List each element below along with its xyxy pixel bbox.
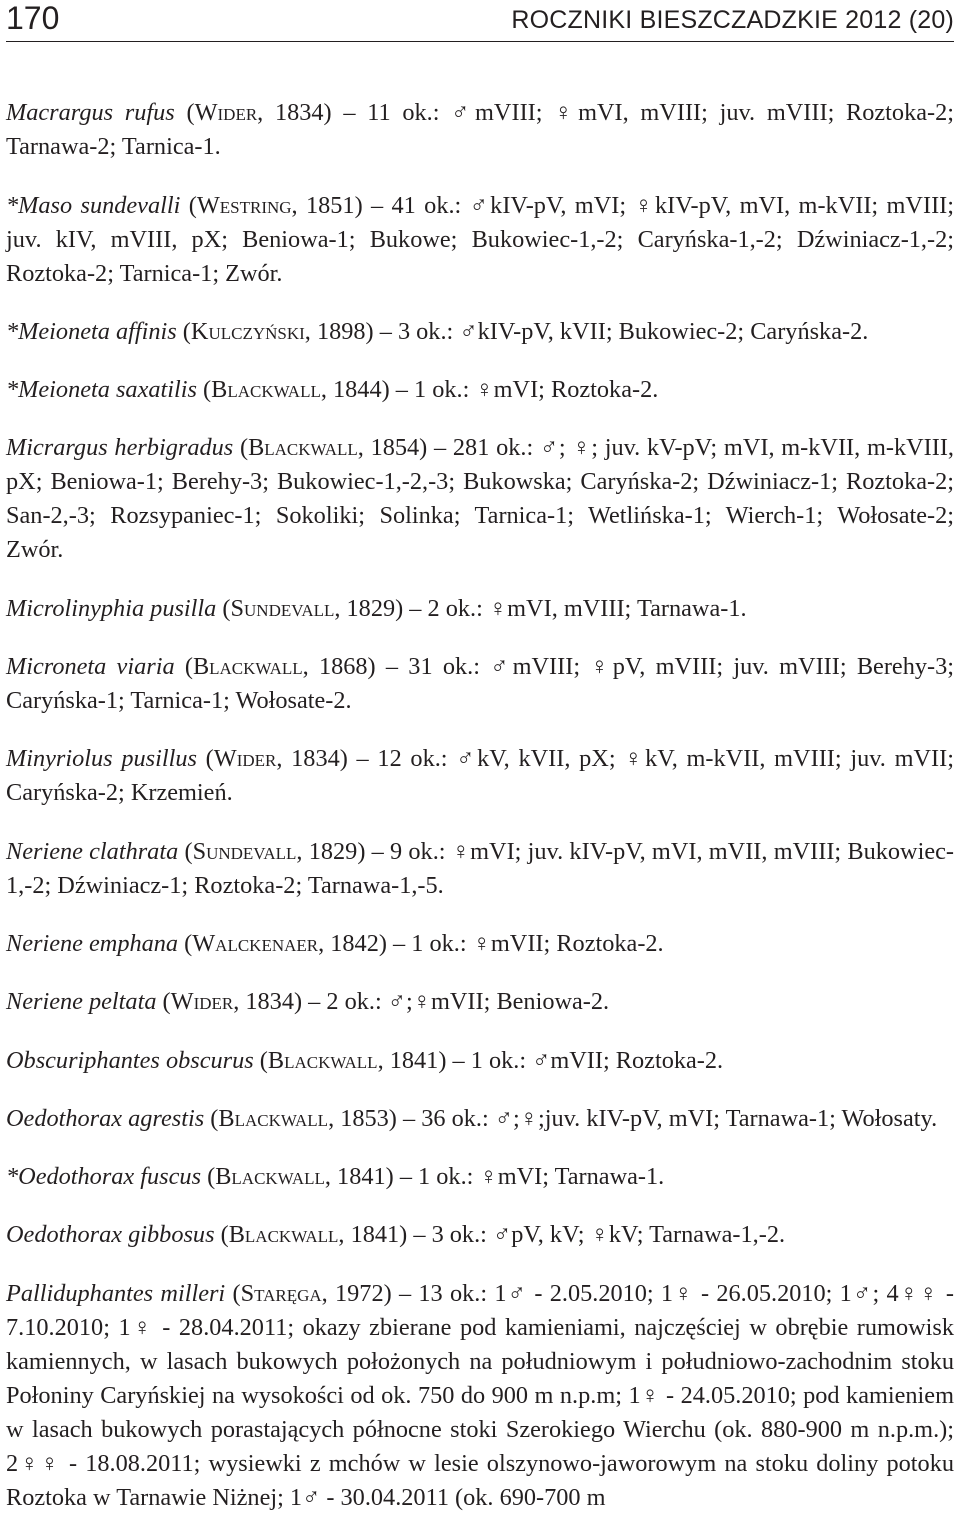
species-name: Minyriolus pusillus (6, 745, 197, 773)
species-year: , 1829) (334, 594, 404, 622)
species-name: Neriene peltata (6, 988, 157, 1016)
species-entry: Micrargus herbigradus (Blackwall, 1854) – 281 ok.: ♂; ♀; juv. kV-pV; mVI, m-kVII, m-kVIII, pX; Beniowa-1; Berehy-3; Bukowiec-1,-2,-3; Bukowska; Caryńska-2; Dźwiniacz-1; Roztoka-2; San-2,-3; Rozsypaniec-1; Sokoliki; Solinka; Tarnica-1; Wetlińska-1; Wierch-1; Wołosate-2; Zwór. (6, 434, 954, 564)
species-name: Obscuriphantes obscurus (6, 1046, 254, 1074)
species-year: , 1851) (291, 191, 363, 219)
species-entry: Neriene peltata (Wider, 1834) – 2 ok.: ♂;♀mVII; Beniowa-2. (6, 988, 610, 1016)
species-records: – 31 ok.: ♂mVIII; ♀pV, mVIII; juv. mVIII; Berehy-3; Caryńska-1; Tarnica-1; Wołosate-2. (6, 653, 954, 715)
species-records: – 41 ok.: ♂kIV-pV, mVI; ♀kIV-pV, mVI, m-kVII; mVIII; juv. kIV, mVIII, pX; Beniowa-1; Bukowe; Bukowiec-1,-2; Caryńska-1,-2; Dźwiniacz-1,-2; Roztoka-2; Tarnica-1; Zwór. (6, 191, 954, 287)
species-entry: *Maso sundevalli (Westring, 1851) – 41 ok.: ♂kIV-pV, mVI; ♀kIV-pV, mVI, m-kVII; mVIII; juv. kIV, mVIII, pX; Beniowa-1; Bukowe; Bukowiec-1,-2; Caryńska-1,-2; Dźwiniacz-1,-2; Roztoka-2; Tarnica-1; Zwór. (6, 191, 954, 287)
species-records: – 1 ok.: ♀mVI; Tarnawa-1. (393, 1163, 665, 1191)
species-name: Palliduphantes milleri (6, 1279, 226, 1307)
species-author: Blackwall (192, 653, 303, 681)
species-records: – 13 ok.: 1♂ - 2.05.2010; 1♀ - 26.05.2010; 1♂; 4♀♀ - 7.10.2010; 1♀ - 28.04.2011; okazy zbierane pod kamieniami, najczęściej w obrębie rumowisk kamiennych, w lasach bukowych położonych na południowym i południowo-zachodnim stoku Połoniny Caryńskiej na wysokości od ok. 750 do 900 m n.p.m; 1♀ - 24.05.2010; pod kamieniem w lasach bukowych porastających północne stoki Szerokiego Wierchu (ok. 880-900 m n.p.m.); 2♀♀ - 18.08.2011; wysiewki z mchów w lesie olszynowo-jaworowym na stoku doliny potoku Roztoka w Tarnawie Niżnej; 1♂ - 30.04.2011 (ok. 690-700 m (6, 1279, 955, 1511)
species-name: Neriene clathrata (6, 837, 179, 865)
species-author: Blackwall (215, 1163, 325, 1191)
species-author: Blackwall (267, 1046, 378, 1074)
species-name: Oedothorax agrestis (6, 1104, 205, 1132)
species-name: Oedothorax gibbosus (6, 1221, 215, 1249)
species-entry: Neriene clathrata (Sundevall, 1829) – 9 ok.: ♀mVI; juv. kIV-pV, mVI, mVII, mVIII; Bukowiec-1,-2; Dźwiniacz-1; Roztoka-2; Tarnawa-1,-5. (6, 837, 955, 899)
species-author: Walckenaer (192, 929, 319, 957)
species-name: Microlinyphia pusilla (6, 594, 217, 622)
species-author: Westring (196, 191, 292, 219)
species-year: , 1972) (321, 1279, 392, 1307)
species-records: – 2 ok.: ♀mVI, mVIII; Tarnawa-1. (403, 594, 747, 622)
species-author: Blackwall (248, 434, 358, 462)
species-author: Blackwall (218, 1104, 329, 1132)
species-author: Staręga (240, 1279, 322, 1307)
species-year: , 1834) (276, 745, 348, 773)
species-entry: Macrargus rufus (Wider, 1834) – 11 ok.: ♂mVIII; ♀mVI, mVIII; juv. mVIII; Roztoka-2; Tarnawa-2; Tarnica-1. (6, 99, 954, 161)
species-entry: Microlinyphia pusilla (Sundevall, 1829) – 2 ok.: ♀mVI, mVIII; Tarnawa-1. (6, 594, 747, 622)
species-records: – 9 ok.: ♀mVI; juv. kIV-pV, mVI, mVII, mVIII; Bukowiec-1,-2; Dźwiniacz-1; Roztoka-2; Tarnawa-1,-5. (6, 837, 955, 899)
species-entry: Oedothorax gibbosus (Blackwall, 1841) – 3 ok.: ♂pV, kV; ♀kV; Tarnawa-1,-2. (6, 1221, 786, 1249)
species-records: – 12 ok.: ♂kV, kVII, pX; ♀kV, m-kVII, mVIII; juv. mVII; Caryńska-2; Krzemień. (6, 745, 954, 807)
species-entry: Microneta viaria (Blackwall, 1868) – 31 ok.: ♂mVIII; ♀pV, mVIII; juv. mVIII; Berehy-3; Caryńska-1; Tarnica-1; Wołosate-2. (6, 653, 954, 715)
species-year: , 1841) (377, 1046, 447, 1074)
species-year: , 1854) (357, 434, 428, 462)
species-entry: Neriene emphana (Walckenaer, 1842) – 1 ok.: ♀mVII; Roztoka-2. (6, 929, 664, 957)
species-records: – 1 ok.: ♀mVII; Roztoka-2. (386, 929, 664, 957)
species-records: – 281 ok.: ♂; ♀; juv. kV-pV; mVI, m-kVII, m-kVIII, pX; Beniowa-1; Berehy-3; Bukowiec-1,-2,-3; Bukowska; Caryńska-2; Dźwiniacz-1; Roztoka-2; San-2,-3; Rozsypaniec-1; Sokoliki; Solinka; Tarnica-1; Wetlińska-1; Wierch-1; Wołosate-2; Zwór. (6, 434, 954, 564)
species-year: , 1844) (320, 376, 390, 404)
species-entry: Palliduphantes milleri (Staręga, 1972) – 13 ok.: 1♂ - 2.05.2010; 1♀ - 26.05.2010; 1♂; 4♀♀ - 7.10.2010; 1♀ - 28.04.2011; okazy zbierane pod kamieniami, najczęściej w obrębie rumowisk kamiennych, w lasach bukowych położonych na południowym i południowo-zachodnim stoku Połoniny Caryńskiej na wysokości od ok. 750 do 900 m n.p.m; 1♀ - 24.05.2010; pod kamieniem w lasach bukowych porastających północne stoki Szerokiego Wierchu (ok. 880-900 m n.p.m.); 2♀♀ - 18.08.2011; wysiewki z mchów w lesie olszynowo-jaworowym na stoku doliny potoku Roztoka w Tarnawie Niżnej; 1♂ - 30.04.2011 (ok. 690-700 m (6, 1279, 955, 1511)
species-year: , 1841) (324, 1163, 394, 1191)
species-entry: *Meioneta affinis (Kulczyński, 1898) – 3 ok.: ♂kIV-pV, kVII; Bukowiec-2; Caryńska-2. (6, 317, 869, 345)
species-year: , 1868) (302, 653, 376, 681)
species-name: Macrargus rufus (6, 99, 175, 127)
species-list (6, 72, 954, 1531)
species-year: , 1834) (257, 99, 332, 127)
species-name: *Meioneta affinis (6, 317, 177, 345)
species-author: Wider (213, 745, 277, 773)
species-entry: *Oedothorax fuscus (Blackwall, 1841) – 1 ok.: ♀mVI; Tarnawa-1. (6, 1163, 665, 1191)
species-entry: Obscuriphantes obscurus (Blackwall, 1841) – 1 ok.: ♂mVII; Roztoka-2. (6, 1046, 724, 1074)
species-name: Neriene emphana (6, 929, 179, 957)
species-year: , 1829) (296, 837, 366, 865)
species-records: – 1 ok.: ♀mVI; Roztoka-2. (389, 376, 659, 404)
species-year: , 1834) (233, 988, 303, 1016)
species-author: Blackwall (228, 1221, 339, 1249)
species-year: , 1841) (338, 1221, 408, 1249)
species-author: Wider (194, 99, 258, 127)
species-records: – 36 ok.: ♂;♀;juv. kIV-pV, mVI; Tarnawa-1; Wołosaty. (396, 1104, 938, 1132)
species-name: Micrargus herbigradus (6, 434, 234, 462)
species-author: Wider (170, 988, 234, 1016)
species-name: *Oedothorax fuscus (6, 1163, 202, 1191)
species-author: Blackwall (211, 376, 321, 404)
species-year: , 1898) (304, 317, 374, 345)
species-year: , 1842) (318, 929, 387, 957)
species-name: *Maso sundevalli (6, 191, 181, 219)
species-entry: *Meioneta saxatilis (Blackwall, 1844) – 1 ok.: ♀mVI; Roztoka-2. (6, 376, 659, 404)
running-head: ROCZNIKI BIESZCZADZKIE 2012 (20) (511, 6, 954, 34)
species-entry: Minyriolus pusillus (Wider, 1834) – 12 ok.: ♂kV, kVII, pX; ♀kV, m-kVII, mVIII; juv. mVII; Caryńska-2; Krzemień. (6, 745, 954, 807)
species-records: – 3 ok.: ♂kIV-pV, kVII; Bukowiec-2; Caryńska-2. (373, 317, 869, 345)
species-author: Sundevall (230, 594, 335, 622)
header-rule (6, 41, 954, 42)
species-name: *Meioneta saxatilis (6, 376, 197, 404)
species-records: – 11 ok.: ♂mVIII; ♀mVI, mVIII; juv. mVIII; Roztoka-2; Tarnawa-2; Tarnica-1. (6, 99, 954, 161)
species-records: – 3 ok.: ♂pV, kV; ♀kV; Tarnawa-1,-2. (407, 1221, 786, 1249)
species-name: Microneta viaria (6, 653, 175, 681)
species-year: , 1853) (328, 1104, 397, 1132)
species-entry: Oedothorax agrestis (Blackwall, 1853) – 36 ok.: ♂;♀;juv. kIV-pV, mVI; Tarnawa-1; Wołosaty. (6, 1104, 938, 1132)
page-number: 170 (6, 0, 60, 36)
species-records: – 1 ok.: ♂mVII; Roztoka-2. (446, 1046, 724, 1074)
species-records: – 2 ok.: ♂;♀mVII; Beniowa-2. (302, 988, 610, 1016)
species-author: Sundevall (192, 837, 297, 865)
species-author: Kulczyński (190, 317, 305, 345)
